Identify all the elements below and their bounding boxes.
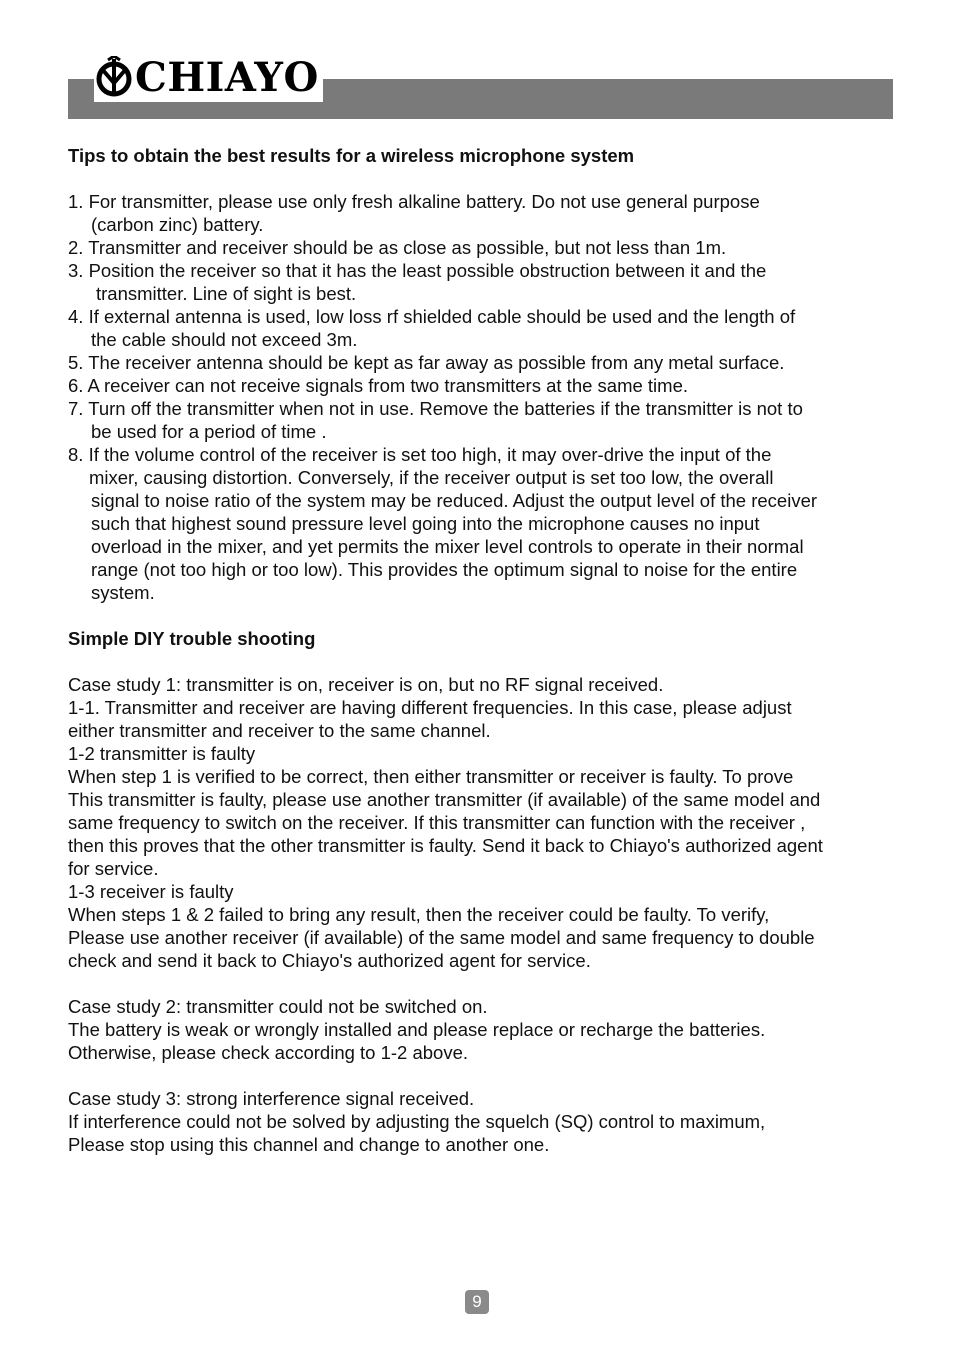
case-line: check and send it back to Chiayo's authorized agent for service. (68, 950, 591, 971)
brand-logo (94, 54, 323, 102)
tip-line: 7. Turn off the transmitter when not in use. Remove the batteries if the transmitter is not to (68, 398, 803, 419)
case-line: 1-1. Transmitter and receiver are having different frequencies. In this case, please adjust (68, 697, 792, 718)
case-line: 1-2 transmitter is faulty (68, 743, 256, 764)
tip-line: 3. Position the receiver so that it has the least possible obstruction between it and the (68, 260, 767, 281)
tip-line: overload in the mixer, and yet permits the mixer level controls to operate in their normal (91, 536, 804, 557)
tips-heading: Tips to obtain the best results for a wireless microphone system (68, 145, 635, 166)
case-study-3 (68, 1087, 908, 1156)
case-line: Case study 3: strong interference signal received. (68, 1088, 475, 1109)
tip-line: system. (91, 582, 155, 603)
tip-line: 8. If the volume control of the receiver is set too high, it may over-drive the input of the (68, 444, 772, 465)
case-study-2 (68, 995, 908, 1064)
case-line: If interference could not be solved by adjusting the squelch (SQ) control to maximum, (68, 1111, 766, 1132)
tip-line: signal to noise ratio of the system may be reduced. Adjust the output level of the receiver (91, 490, 818, 511)
tip-line: (carbon zinc) battery. (91, 214, 264, 235)
troubleshooting-heading: Simple DIY trouble shooting (68, 628, 316, 649)
case-line: for service. (68, 858, 159, 879)
chiayo-emblem-icon (94, 56, 134, 100)
tips-list (68, 190, 908, 604)
tip-line: 6. A receiver can not receive signals from two transmitters at the same time. (68, 375, 689, 396)
tip-line: transmitter. Line of sight is best. (96, 283, 357, 304)
brand-name: CHIAYO (135, 54, 319, 101)
case-line: Case study 1: transmitter is on, receiver is on, but no RF signal received. (68, 674, 664, 695)
tip-line: 1. For transmitter, please use only fresh alkaline battery. Do not use general purpose (68, 191, 760, 212)
case-line: When steps 1 & 2 failed to bring any result, then the receiver could be faulty. To verify, (68, 904, 770, 925)
tip-line: range (not too high or too low). This provides the optimum signal to noise for the entire (91, 559, 798, 580)
tip-line: 2. Transmitter and receiver should be as close as possible, but not less than 1m. (68, 237, 727, 258)
tip-line: be used for a period of time . (91, 421, 327, 442)
case-line: Please stop using this channel and change to another one. (68, 1134, 550, 1155)
tip-line: 5. The receiver antenna should be kept as far away as possible from any metal surface. (68, 352, 785, 373)
tip-line: 4. If external antenna is used, low loss rf shielded cable should be used and the length of (68, 306, 796, 327)
page-number: 9 (465, 1290, 489, 1314)
tip-line: mixer, causing distortion. Conversely, if the receiver output is set too low, the overall (89, 467, 774, 488)
case-study-1 (68, 673, 908, 972)
manual-content (68, 144, 908, 1156)
case-line: The battery is weak or wrongly installed and please replace or recharge the batteries. (68, 1019, 766, 1040)
case-line: then this proves that the other transmitter is faulty. Send it back to Chiayo's authorized agent (68, 835, 823, 856)
case-line: 1-3 receiver is faulty (68, 881, 234, 902)
case-line: Case study 2: transmitter could not be switched on. (68, 996, 488, 1017)
case-line: When step 1 is verified to be correct, then either transmitter or receiver is faulty. To prove (68, 766, 794, 787)
case-line: Otherwise, please check according to 1-2 above. (68, 1042, 469, 1063)
case-line: same frequency to switch on the receiver. If this transmitter can function with the receiver , (68, 812, 806, 833)
case-line: This transmitter is faulty, please use another transmitter (if available) of the same model and (68, 789, 821, 810)
tip-line: such that highest sound pressure level going into the microphone causes no input (91, 513, 760, 534)
case-line: Please use another receiver (if available) of the same model and same frequency to double (68, 927, 815, 948)
case-line: either transmitter and receiver to the same channel. (68, 720, 491, 741)
tip-line: the cable should not exceed 3m. (91, 329, 358, 350)
